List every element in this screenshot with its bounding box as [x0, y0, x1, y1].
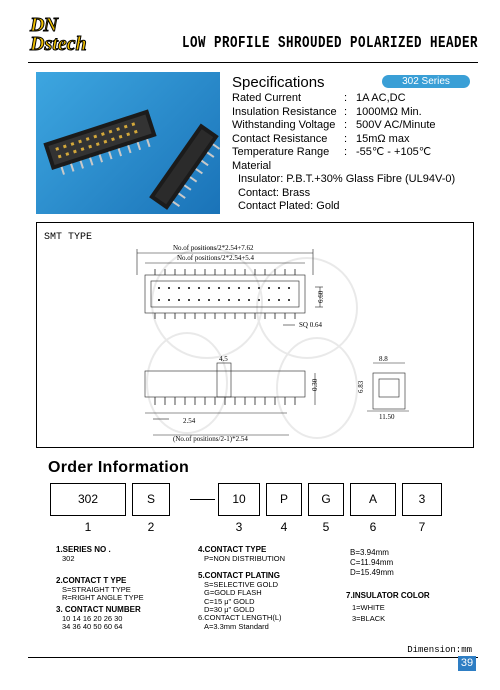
dim-11-50: 11.50: [379, 413, 395, 421]
page-number: 39: [458, 656, 476, 671]
legend-line: C=11.94mm: [350, 558, 394, 567]
order-code-plating: G: [308, 483, 344, 516]
order-index: 3: [235, 520, 243, 534]
spec-row: [232, 146, 472, 160]
plated-spec: Contact Plated: Gold: [238, 200, 340, 212]
spec-key: Withstanding Voltage: [232, 119, 336, 131]
insulator-spec: Insulator: P.B.T.+30% Glass Fibre (UL94V-0): [238, 173, 456, 185]
legend-line: 34 36 40 50 60 64: [62, 622, 123, 631]
legend-contact-plating: [198, 572, 280, 615]
dimension-unit-note: Dimension:mm: [407, 645, 472, 655]
spec-value: 1000MΩ Min.: [356, 105, 422, 118]
spec-row: [232, 133, 472, 147]
dim-inner-width: No.of positions/2*2.54+5.4: [177, 254, 255, 262]
order-code-contact: P: [266, 483, 302, 516]
technical-drawing-panel: [36, 222, 474, 448]
series-badge: 302 Series: [382, 75, 470, 88]
legend-heading: 1.SERIES NO .: [56, 545, 111, 554]
order-index: 6: [369, 520, 377, 534]
spec-key: Temperature Range: [232, 146, 330, 158]
spec-list: [232, 92, 472, 214]
order-code-series: 302: [50, 483, 126, 516]
legend-insulator-color: [346, 592, 430, 624]
legend-line: P=NON DISTRIBUTION: [204, 553, 286, 563]
order-code-color: 3: [402, 483, 442, 516]
order-index: 5: [322, 520, 330, 534]
spec-row: [232, 92, 472, 106]
specifications-panel: [226, 72, 474, 214]
page-title: LOW PROFILE SHROUDED POLARIZED HEADER: [181, 34, 478, 53]
footer-rule: [28, 657, 478, 658]
legend-line: A=3.3mm Standard: [204, 621, 269, 631]
legend-line: G=GOLD FLASH: [204, 588, 262, 597]
smt-type-label: SMT TYPE: [44, 232, 93, 243]
dim-2-54: 2.54: [183, 417, 196, 425]
legend-line: D=15.49mm: [350, 568, 394, 577]
legend-line: 1=WHITE: [352, 602, 385, 612]
spec-value: 500V AC/Minute: [356, 119, 436, 131]
company-logo: [30, 14, 102, 64]
spec-key: Contact Resistance: [232, 132, 328, 145]
order-code-number: 10: [218, 483, 260, 516]
legend-line: D=30 μ" GOLD: [204, 605, 255, 614]
logo-mark: DN: [30, 14, 57, 36]
order-index: 4: [280, 520, 288, 534]
order-index: 1: [84, 520, 92, 534]
order-code-length: A: [350, 483, 396, 516]
spec-sep: :: [344, 119, 348, 131]
legend-line: R=RIGHT ANGLE TYPE: [62, 593, 144, 602]
spec-row: [232, 106, 472, 120]
spec-sep: :: [344, 132, 348, 145]
legend-heading: 7.INSULATOR COLOR: [346, 591, 430, 600]
order-information-title: Order Information: [48, 459, 190, 476]
material-label: Material: [232, 159, 272, 172]
legend-line: 3=BLACK: [352, 614, 386, 623]
legend-contact-number: [56, 606, 141, 632]
contact-spec: Contact: Brass: [238, 186, 311, 199]
spec-value: 15mΩ max: [356, 132, 410, 145]
order-separator: [190, 499, 215, 500]
dim-0-30: 0.30: [311, 378, 319, 391]
dim-overall-width: No.of positions/2*2.54+7.62: [173, 244, 254, 252]
legend-line: 302: [62, 553, 75, 563]
legend-line: 10 14 16 20 26 30: [62, 613, 123, 623]
legend-contact-type: [56, 577, 144, 603]
spec-value: 1A AC,DC: [356, 92, 406, 104]
legend-contact-type-p: [198, 546, 285, 563]
spec-sep: :: [344, 146, 348, 158]
order-index: 2: [147, 520, 155, 534]
legend-heading: 6.CONTACT LENGTH(L): [198, 613, 282, 622]
logo-brand: Dstech: [30, 33, 87, 55]
spec-sep: :: [344, 105, 348, 118]
legend-heading: 3. CONTACT NUMBER: [56, 605, 141, 614]
order-code-type: S: [132, 483, 170, 516]
spec-sep: :: [344, 92, 348, 104]
spec-value: -55℃ - +105℃: [356, 146, 432, 158]
connector-illustration: [36, 72, 220, 214]
dim-4-5: 4.5: [219, 355, 228, 363]
header-rule: [28, 62, 478, 63]
legend-line: S=SELECTIVE GOLD: [204, 579, 278, 589]
product-photo: [36, 72, 220, 214]
technical-drawing: [37, 223, 474, 448]
dim-sq: SQ 0.64: [299, 321, 322, 329]
legend-series: [56, 546, 111, 563]
dim-6-60: 6.60: [317, 290, 325, 303]
legend-contact-length: [198, 614, 281, 631]
dim-pitch-formula: (No.of positions/2-1)*2.54: [173, 435, 248, 443]
legend-line: S=STRAIGHT TYPE: [62, 584, 131, 594]
spec-key: Rated Current: [232, 92, 302, 104]
dim-8-8: 8.8: [379, 355, 388, 363]
order-index: 7: [418, 520, 426, 534]
specifications-title: Specifications: [232, 74, 325, 91]
legend-heading: 4.CONTACT TYPE: [198, 545, 267, 554]
legend-line: C=15 μ" GOLD: [204, 596, 255, 606]
legend-line: B=3.94mm: [350, 548, 389, 557]
dim-6-83: 6.83: [357, 380, 365, 393]
spec-row: [232, 119, 472, 133]
legend-heading: 2.CONTACT T YPE: [56, 576, 127, 585]
spec-key: Insulation Resistance: [232, 105, 337, 118]
legend-lengths: [350, 548, 394, 578]
legend-heading: 5.CONTACT PLATING: [198, 571, 280, 580]
